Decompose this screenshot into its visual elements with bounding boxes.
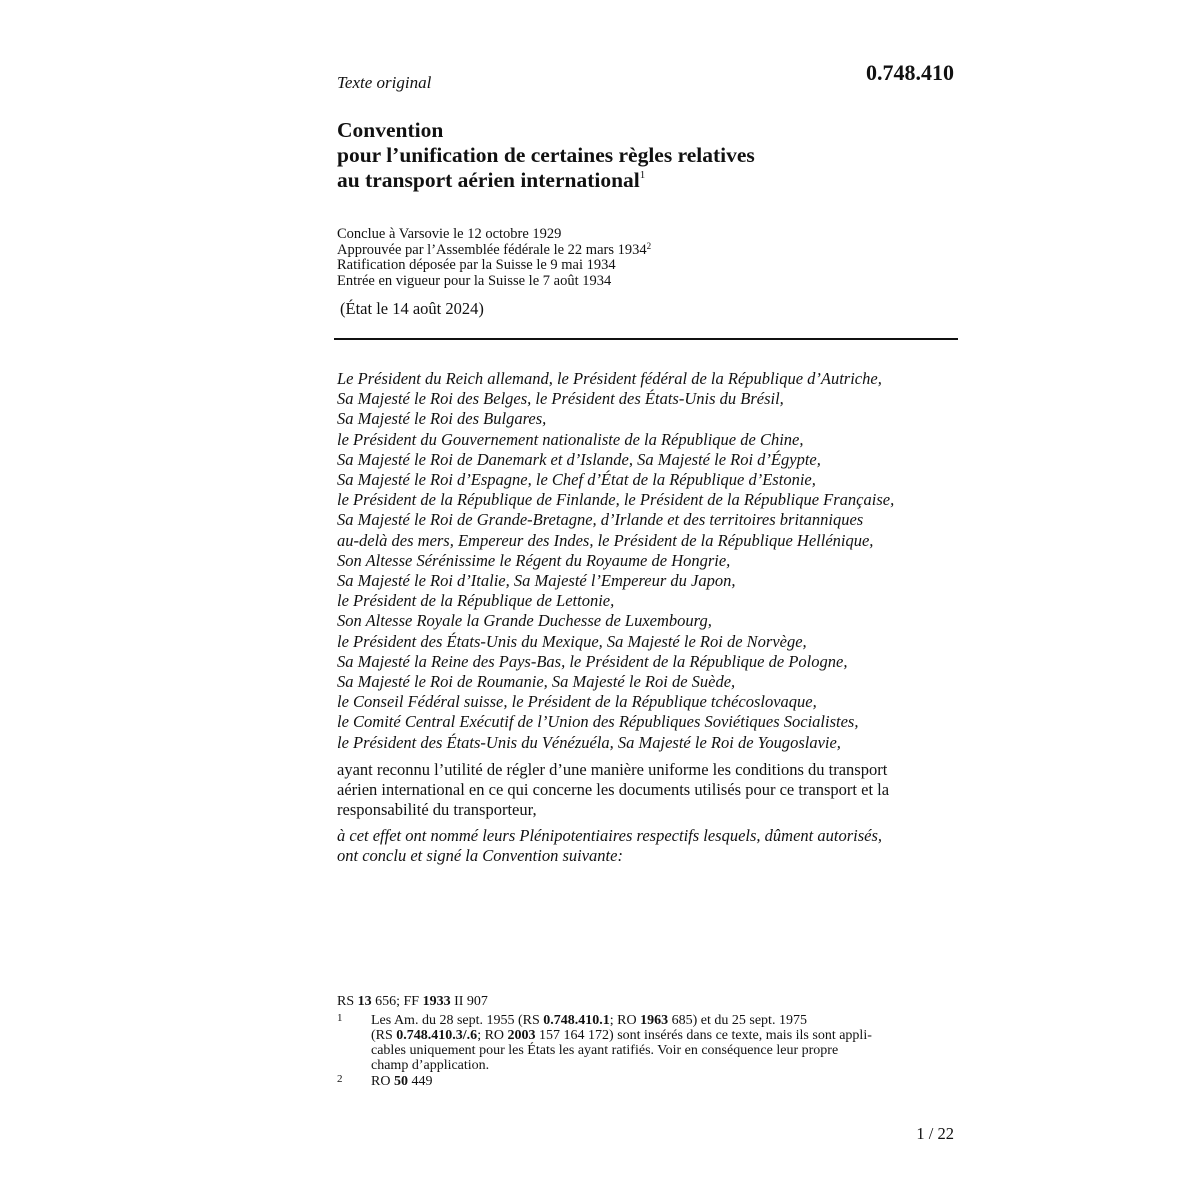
preamble-line: Sa Majesté le Roi d’Espagne, le Chef d’État de la République d’Estonie, [337,470,816,490]
footnote-2 [337,1074,957,1089]
meta-entry-into-force: Entrée en vigueur pour la Suisse le 7 août 1934 [337,272,612,289]
preamble-parties [337,369,894,753]
footnote-segment: 449 [411,1074,433,1089]
rs-volume: 13 [357,994,372,1009]
footnote-line [371,1074,957,1089]
text-status-label: Texte original [337,73,432,92]
document-metadata [337,227,651,289]
rs-link[interactable]: 0.748.410.3/.6 [396,1028,478,1043]
ff-reference: II 907 [454,994,488,1009]
preamble-line: Sa Majesté le Roi des Bulgares, [337,409,547,429]
recital-paragraph [337,760,889,821]
page-number: 1 / 22 [916,1124,954,1143]
closing-line: à cet effet ont nommé leurs Plénipotentiaires respectifs lesquels, dûment autorisés, [337,826,883,845]
preamble-line: le Président des États-Unis du Mexique, Sa Majesté le Roi de Norvège, [337,631,807,651]
footnote-line [371,1028,957,1043]
preamble-line: le Président de la République de Finlande, le Président de la République Française, [337,490,895,510]
recital-line: responsabilité du transporteur, [337,800,537,820]
meta-ratification: Ratification déposée par la Suisse le 9 mai 1934 [337,257,616,273]
recital-line: aérien international en ce qui concerne les documents utilisés pour ce transport et la [337,780,890,800]
preamble-line: le Président de la République de Lettonie, [337,591,615,611]
horizontal-divider [334,338,958,340]
preamble-line: le Président des États-Unis du Vénézuéla, Sa Majesté le Roi de Yougoslavie, [337,732,841,752]
footnote-line [371,1013,957,1028]
rs-label: RS [337,994,355,1009]
preamble-line: Le Président du Reich allemand, le Président fédéral de la République d’Autriche, [337,369,882,388]
preamble-line: le Président du Gouvernement nationaliste de la République de Chine, [337,429,804,449]
meta-concluded: Conclue à Varsovie le 12 octobre 1929 [337,226,562,242]
footnote-segment: RO [371,1074,391,1089]
recital-line: ayant reconnu l’utilité de régler d’une manière uniforme les conditions du transport [337,760,888,779]
footnote-segment: Les Am. du 28 sept. 1955 (RS [371,1013,540,1028]
preamble-line: Sa Majesté le Roi des Belges, le Président des États-Unis du Brésil, [337,389,784,409]
footnote-1 [337,1013,957,1073]
rs-link[interactable]: 0.748.410.1 [543,1013,610,1028]
closing-line: ont conclu et signé la Convention suivante: [337,846,623,866]
ro-link[interactable]: 50 [393,1074,408,1089]
ff-year: 1933 [422,994,451,1009]
closing-paragraph [337,826,882,866]
footnote-segment: 157 164 172) sont insérés dans ce texte, mais ils sont appli- [539,1028,872,1043]
footnote-mark: 2 [337,1073,343,1085]
footnote-source [337,994,957,1009]
preamble-line: Sa Majesté le Roi d’Italie, Sa Majesté l’Empereur du Japon, [337,571,736,591]
title-line-text: au transport aérien international [337,168,640,192]
rs-page: 656; FF [375,994,420,1009]
footnote-reference[interactable]: 1 [639,169,646,181]
ro-link[interactable]: 2003 [507,1028,536,1043]
footnote-reference[interactable]: 2 [646,240,652,251]
footnote-line: champ d’application. [371,1058,490,1073]
preamble-line: Sa Majesté le Roi de Danemark et d’Islande, Sa Majesté le Roi d’Égypte, [337,449,821,469]
meta-approved [337,240,652,259]
footnotes-section [337,994,957,1089]
preamble-line: Son Altesse Sérénissime le Régent du Royaume de Hongrie, [337,550,731,570]
preamble-line: le Comité Central Exécutif de l’Union des Républiques Soviétiques Socialistes, [337,712,859,732]
preamble-line: Son Altesse Royale la Grande Duchesse de Luxembourg, [337,611,712,631]
footnote-text [371,1074,957,1089]
preamble-line: Sa Majesté la Reine des Pays-Bas, le Président de la République de Pologne, [337,651,848,671]
meta-approved-text: Approuvée par l’Assemblée fédérale le 22 mars 1934 [337,241,647,258]
preamble-line: Sa Majesté le Roi de Roumanie, Sa Majesté le Roi de Suède, [337,672,736,692]
footnote-segment: 685) et du 25 sept. 1975 [671,1013,807,1028]
meta-state-date: (État le 14 août 2024) [340,299,484,318]
preamble-line: au-delà des mers, Empereur des Indes, le Président de la République Hellénique, [337,530,874,550]
footnote-text [371,1013,957,1073]
ro-link[interactable]: 1963 [640,1013,669,1028]
footnote-line: cables uniquement pour les États les ayant ratifiés. Voir en conséquence leur propre [371,1043,839,1058]
title-line [337,168,755,193]
sr-number: 0.748.410 [866,60,954,85]
title-line: pour l’unification de certaines règles relatives [337,143,755,167]
document-title [337,118,755,193]
preamble-line: Sa Majesté le Roi de Grande-Bretagne, d’Irlande et des territoires britanniques [337,510,864,530]
preamble-line: le Conseil Fédéral suisse, le Président de la République tchécoslovaque, [337,692,817,712]
footnote-segment: ; RO [609,1013,637,1028]
title-line: Convention [337,118,444,142]
footnote-segment: ; RO [477,1028,505,1043]
footnote-mark: 1 [337,1012,343,1024]
footnote-segment: (RS [371,1028,393,1043]
